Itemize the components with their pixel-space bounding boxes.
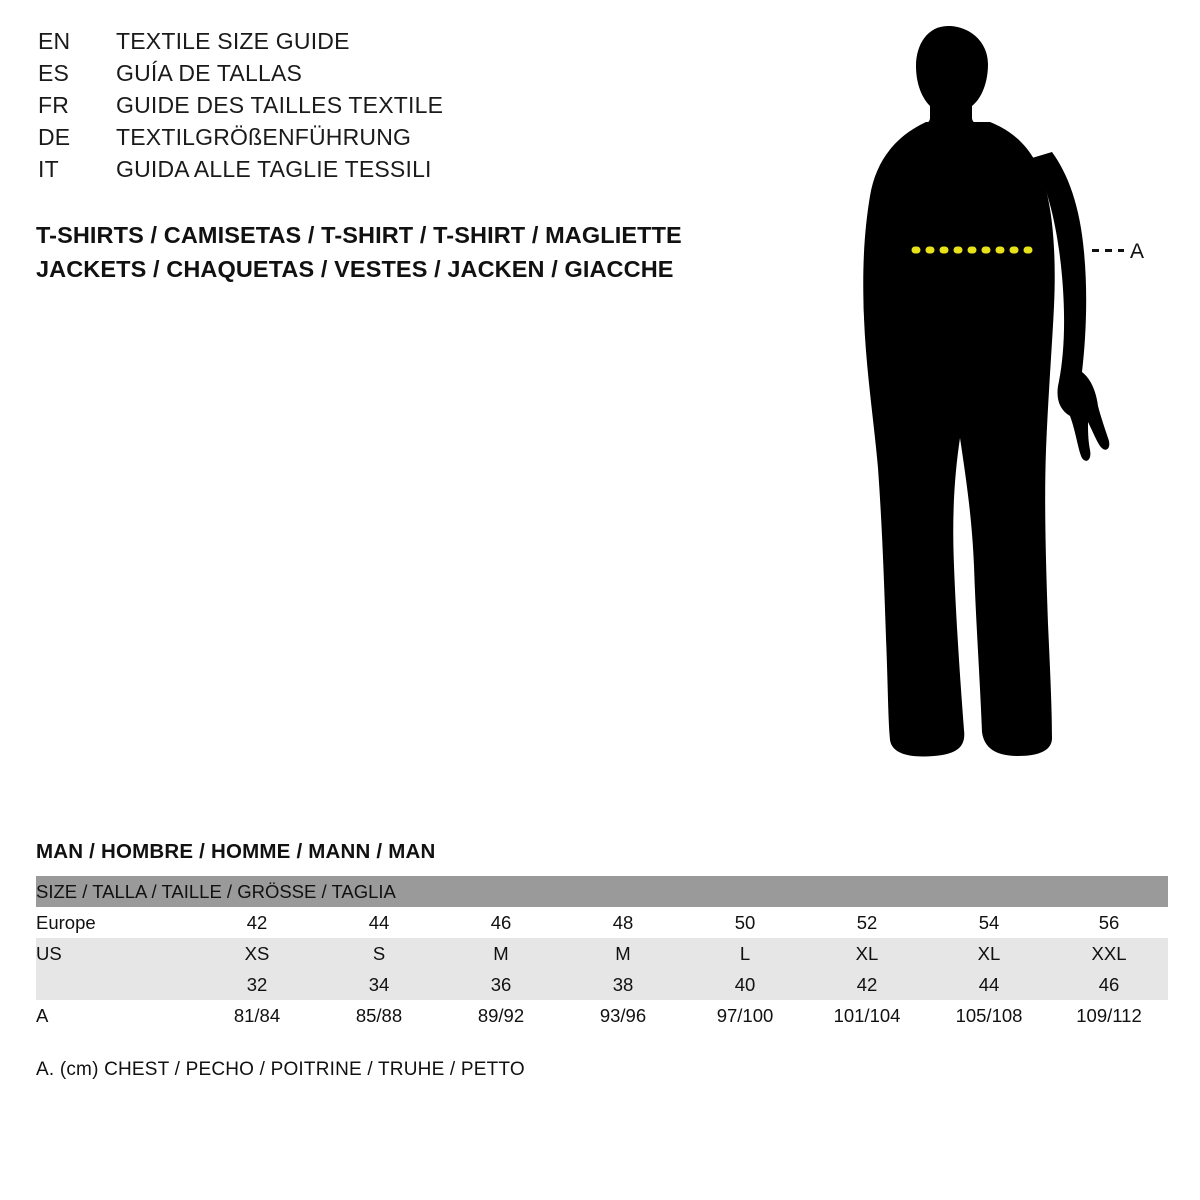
language-text: GUÍA DE TALLAS: [116, 60, 303, 86]
language-text: GUIDE DES TAILLES TEXTILE: [116, 92, 444, 118]
table-cell: 36: [490, 973, 512, 995]
table-cell: M: [615, 942, 631, 964]
table-cell: 85/88: [355, 1004, 403, 1026]
table-cell: XL: [855, 942, 879, 964]
table-cell: XL: [977, 942, 1001, 964]
garment-categories: [36, 218, 756, 286]
table-row: [36, 969, 1168, 1000]
garment-line-tshirts: T-SHIRTS / CAMISETAS / T-SHIRT / T-SHIRT / MAGLIETTE: [36, 222, 682, 248]
language-code: IT: [38, 156, 59, 182]
table-cell: 56: [1098, 911, 1120, 933]
table-cell: 46: [1098, 973, 1120, 995]
table-cell: 42: [856, 973, 878, 995]
language-row: [38, 60, 738, 92]
table-cell: 50: [734, 911, 756, 933]
table-cell: XXL: [1091, 942, 1127, 964]
table-cell: 32: [246, 973, 268, 995]
row-label: Europe: [36, 911, 96, 933]
table-cell: 105/108: [955, 1004, 1023, 1026]
table-header-row: [36, 876, 1168, 907]
table-cell: 52: [856, 911, 878, 933]
table-cell: 42: [246, 911, 268, 933]
table-cell: S: [372, 942, 386, 964]
table-cell: 34: [368, 973, 390, 995]
language-text: TEXTILGRÖßENFÜHRUNG: [116, 124, 412, 150]
language-code: EN: [38, 28, 71, 54]
table-title: MAN / HOMBRE / HOMME / MANN / MAN: [36, 840, 436, 863]
table-row: [36, 907, 1168, 938]
table-row: [36, 938, 1168, 969]
language-text: GUIDA ALLE TAGLIE TESSILI: [116, 156, 432, 182]
language-row: [38, 28, 738, 60]
table-footnote: A. (cm) CHEST / PECHO / POITRINE / TRUHE / PETTO: [36, 1059, 525, 1080]
language-code: DE: [38, 124, 71, 150]
language-code: FR: [38, 92, 70, 118]
table-cell: 109/112: [1076, 1004, 1142, 1026]
table-cell: 93/96: [599, 1004, 647, 1026]
measure-label-a: A: [1130, 240, 1145, 263]
table-cell: 101/104: [833, 1004, 901, 1026]
table-cell: 97/100: [716, 1004, 774, 1026]
table-cell: XS: [244, 942, 270, 964]
language-code: ES: [38, 60, 70, 86]
language-row: [38, 124, 738, 156]
garment-line-jackets: JACKETS / CHAQUETAS / VESTES / JACKEN / GIACCHE: [36, 256, 674, 282]
language-row: [38, 92, 738, 124]
table-cell: 38: [612, 973, 634, 995]
male-silhouette-icon: [830, 18, 1170, 778]
table-cell: 46: [490, 911, 512, 933]
table-header-label: SIZE / TALLA / TAILLE / GRÖSSE / TAGLIA: [36, 880, 396, 902]
measure-leader-dashes: [1092, 249, 1124, 252]
table-row: [36, 1000, 1168, 1031]
row-label: [36, 969, 196, 1000]
table-cell: 54: [978, 911, 1000, 933]
language-list: [38, 28, 738, 188]
size-table: [36, 876, 1168, 1031]
table-cell: 44: [368, 911, 390, 933]
language-text: TEXTILE SIZE GUIDE: [116, 28, 350, 54]
table-cell: 48: [612, 911, 634, 933]
language-row: [38, 156, 738, 188]
table-cell: 40: [734, 973, 756, 995]
row-label: A: [36, 1004, 49, 1026]
table-cell: 44: [978, 973, 1000, 995]
table-cell: 81/84: [233, 1004, 281, 1026]
body-figure: [830, 18, 1170, 778]
table-cell: L: [739, 942, 751, 964]
size-table-section: [36, 840, 1168, 1081]
table-cell: 89/92: [477, 1004, 525, 1026]
row-label: US: [36, 942, 62, 964]
table-cell: M: [493, 942, 509, 964]
